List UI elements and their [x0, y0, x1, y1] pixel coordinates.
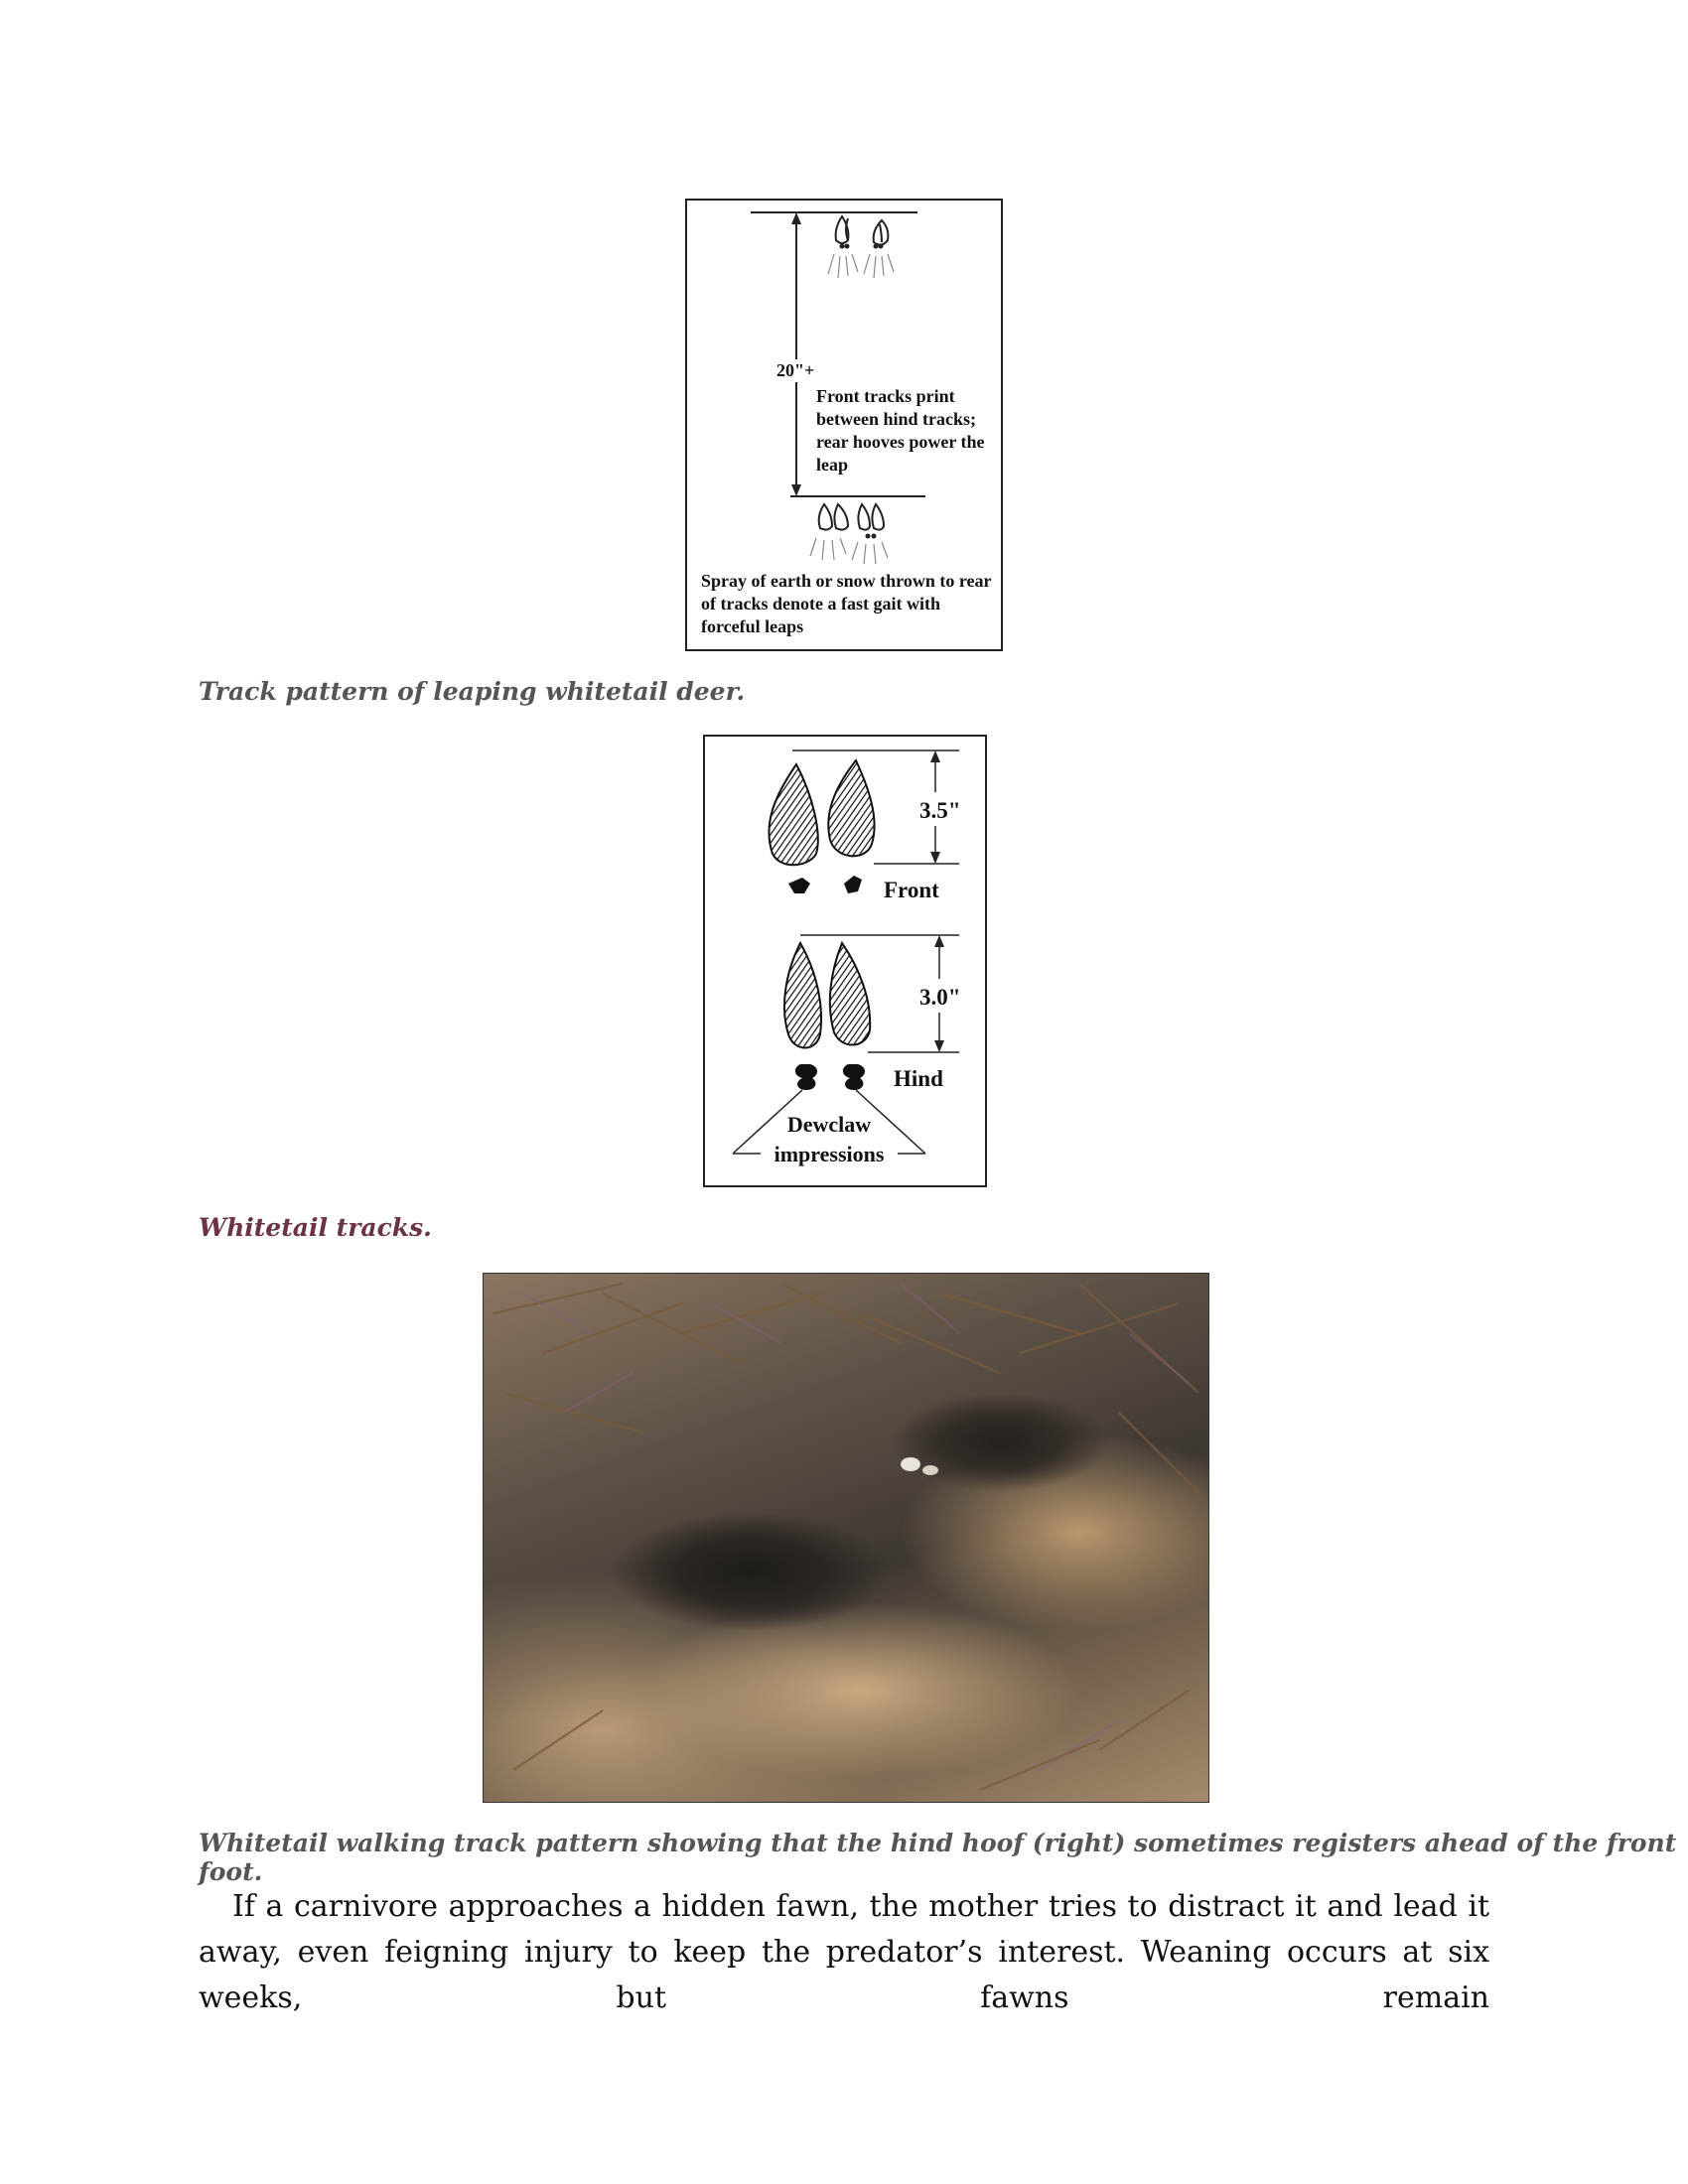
pine-needles-texture: [484, 1274, 1208, 1802]
track-photo: [483, 1273, 1209, 1803]
front-tracks-note: Front tracks print between hind tracks; rear hooves power the leap: [816, 386, 985, 476]
distance-label: 20"+: [774, 359, 816, 382]
whitetail-tracks-diagram: [703, 735, 987, 1187]
figure-caption: Whitetail walking track pattern showing that the hind hoof (right) sometimes registers ahead of the front foot.: [199, 1829, 1677, 1886]
body-paragraph: [199, 1884, 1489, 2021]
front-label: Front: [884, 878, 939, 902]
front-measure: 3.5": [919, 798, 961, 823]
figure-caption: Whitetail tracks.: [199, 1213, 432, 1242]
figure-caption: Track pattern of leaping whitetail deer.: [199, 677, 746, 706]
hind-label: Hind: [894, 1066, 943, 1091]
dewclaw-label-line2: impressions: [774, 1142, 885, 1166]
hind-measure: 3.0": [919, 985, 961, 1010]
dewclaw-label: [755, 1110, 904, 1169]
spray-note: Spray of earth or snow thrown to rear of tracks denote a fast gait with forceful leaps: [701, 571, 992, 637]
leaping-track-diagram: [685, 199, 1003, 651]
paragraph-text: If a carnivore approaches a hidden fawn, the mother tries to distract it and lead it away, even feigning injury to keep the predator’s interest. Weaning occurs at six weeks, but fawns remain: [199, 1889, 1489, 2015]
dewclaw-label-line1: Dewclaw: [786, 1112, 872, 1137]
